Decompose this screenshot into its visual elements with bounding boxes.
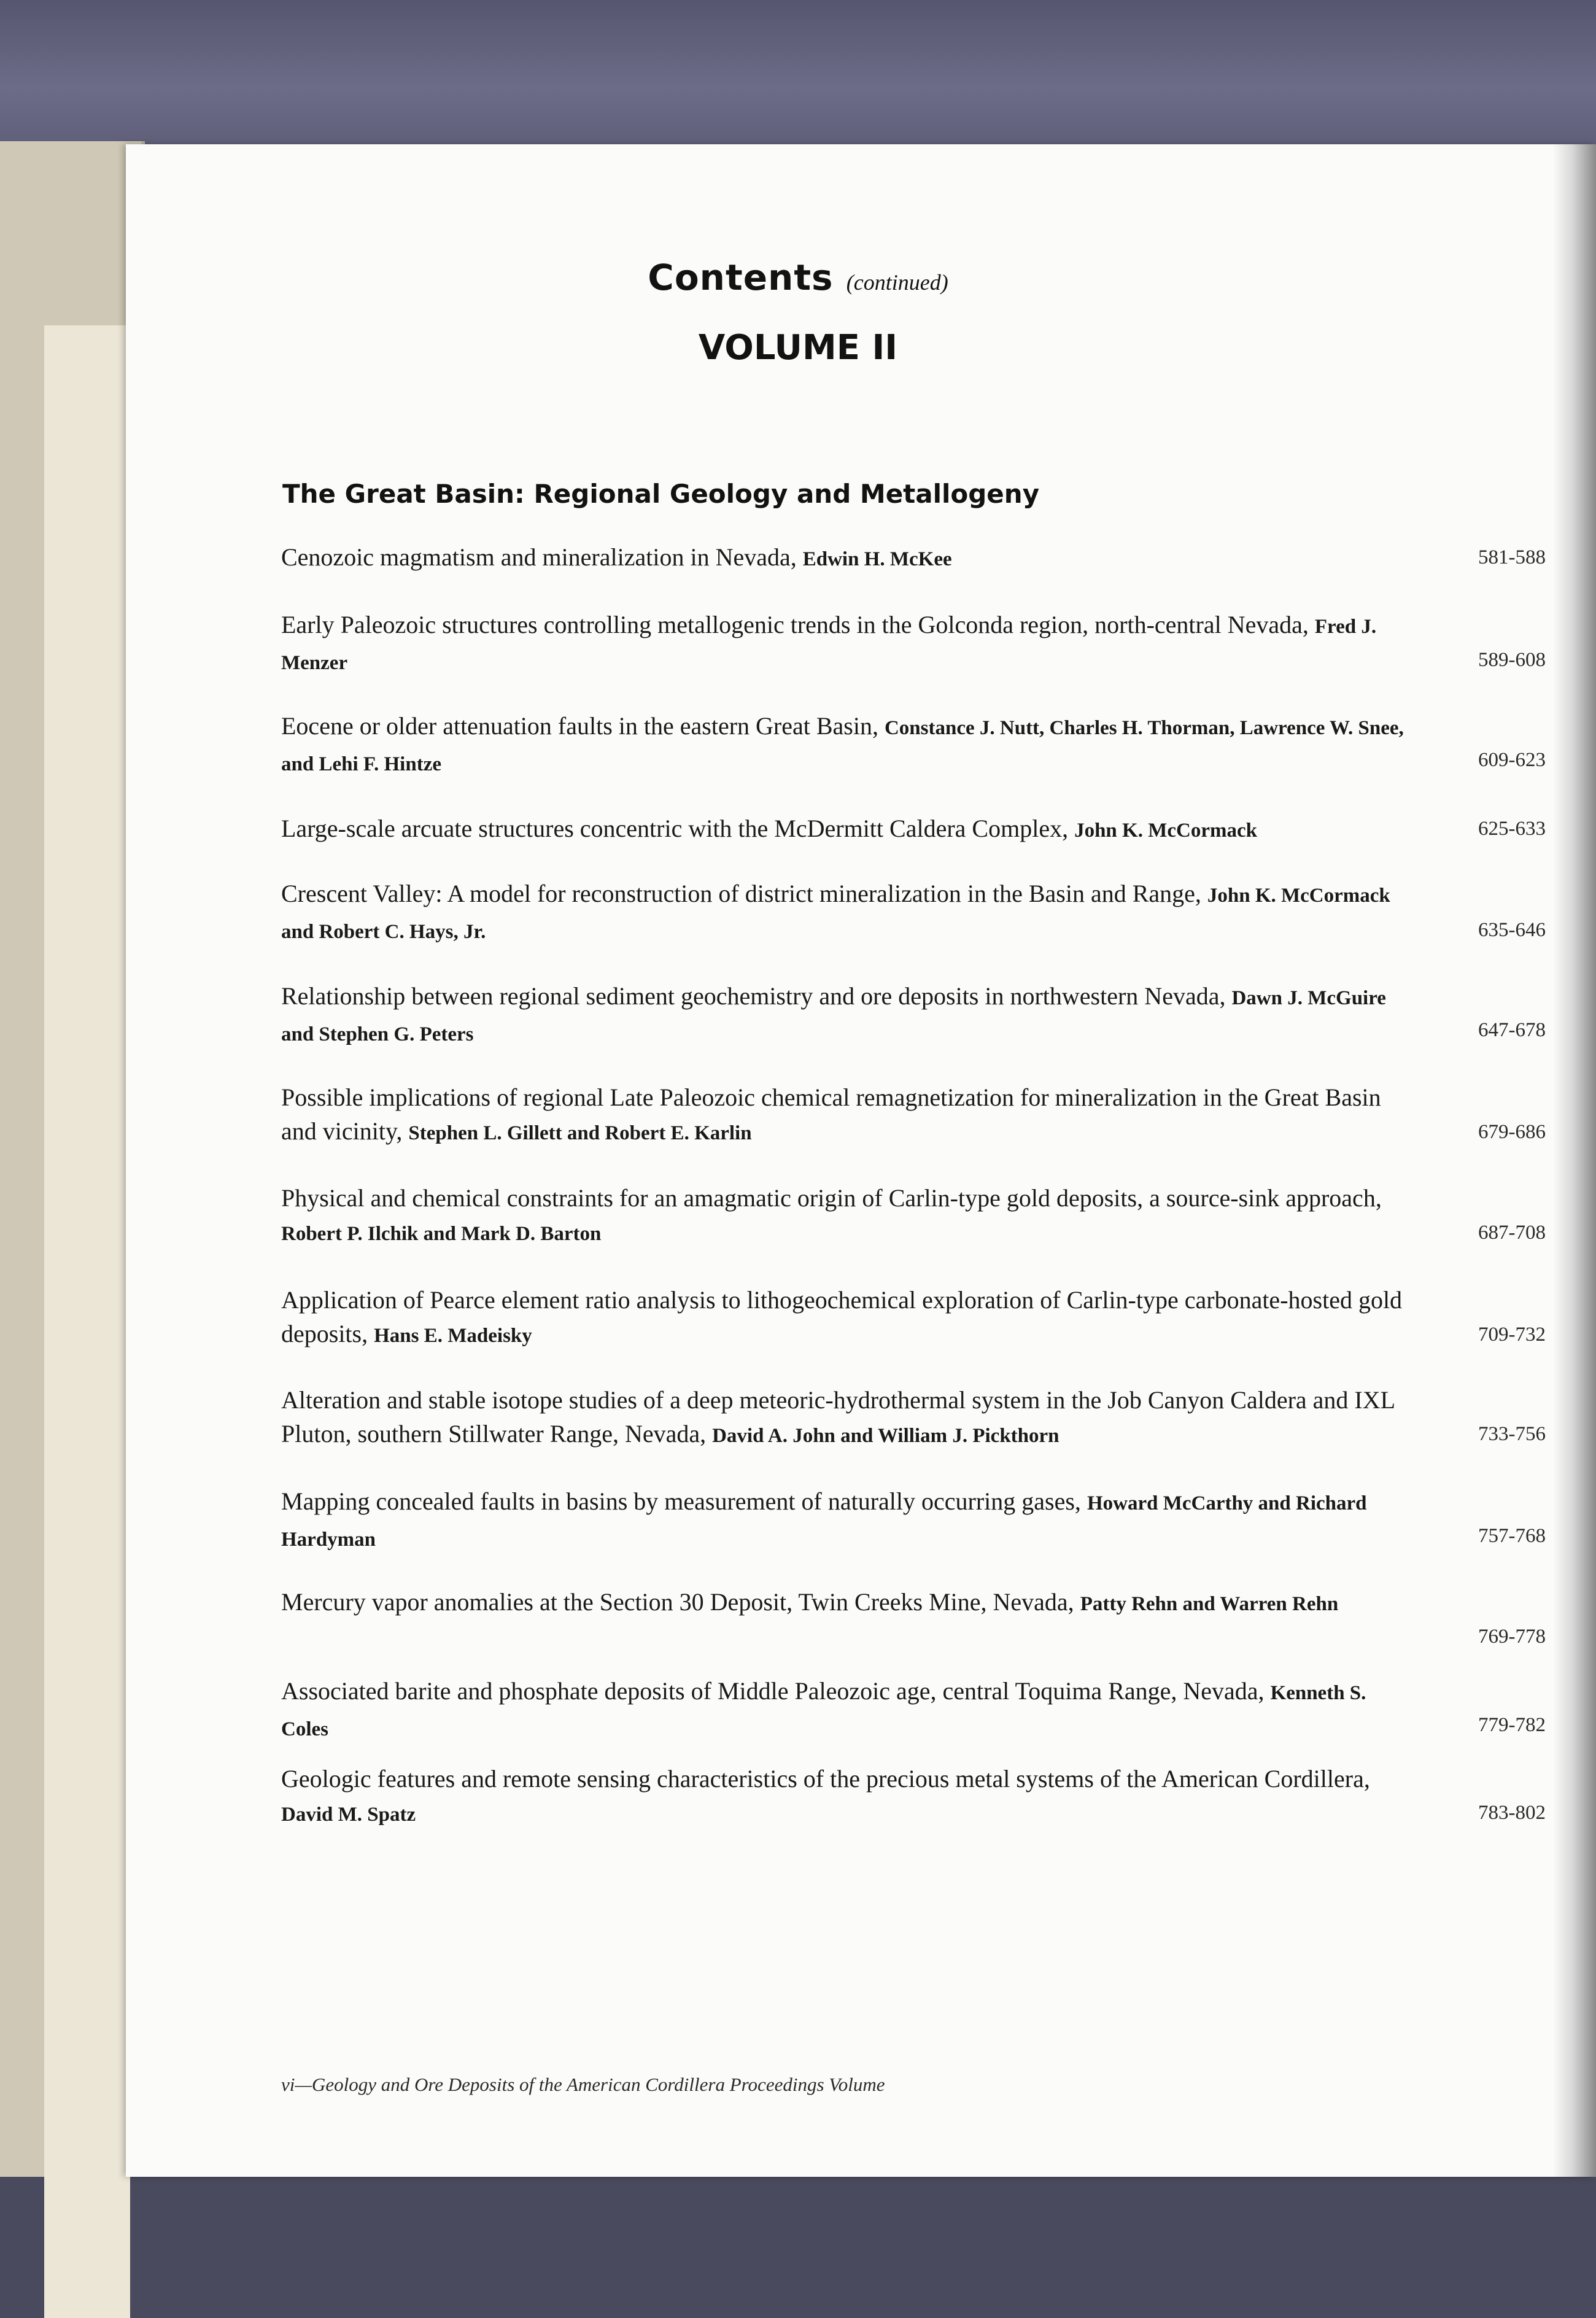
entry-authors: Patty Rehn and Warren Rehn (1080, 1593, 1339, 1615)
entry-authors: Constance J. Nutt, Charles H. Thorman, Lawrence W. Snee, and Lehi F. Hintze (281, 717, 1404, 775)
entry-title: Cenozoic magmatism and mineralization in Nevada, (281, 543, 797, 571)
entry-pages: 625-633 (1478, 818, 1546, 840)
entry-text (281, 1585, 1404, 1621)
toc-entry (281, 709, 1404, 781)
toc-entry (281, 1181, 1404, 1251)
entry-pages: 679-686 (1478, 1121, 1546, 1143)
entry-text (281, 1383, 1404, 1453)
book-binding (0, 141, 145, 2177)
entry-text (281, 1181, 1404, 1251)
entry-text (281, 1762, 1404, 1832)
entry-text (281, 1484, 1404, 1557)
volume-title: VOLUME II (698, 328, 898, 368)
entry-text (281, 877, 1404, 949)
scanner-background (0, 0, 1596, 147)
entry-authors: Hans E. Madeisky (374, 1325, 532, 1347)
entry-title: Possible implications of regional Late Paleozoic chemical remagnetization for mineralization in the Great Basin and vicinity, (281, 1083, 1381, 1145)
entry-text (281, 709, 1404, 781)
entry-title: Large-scale arcuate structures concentric with the McDermitt Caldera Complex, (281, 815, 1069, 842)
entry-authors: Dawn J. McGuire and Stephen G. Peters (281, 987, 1386, 1045)
entry-title: Mapping concealed faults in basins by measurement of naturally occurring gases, (281, 1487, 1081, 1515)
entry-title: Early Paleozoic structures controlling metallogenic trends in the Golconda region, north-central Nevada, (281, 611, 1309, 638)
entry-authors: Edwin H. McKee (802, 548, 952, 570)
entry-text (281, 1674, 1404, 1746)
entry-authors: John K. McCormack and Robert C. Hays, Jr. (281, 885, 1390, 943)
entry-pages: 589-608 (1478, 649, 1546, 671)
entry-authors: David M. Spatz (281, 1804, 416, 1826)
entry-text (281, 812, 1404, 848)
entry-pages: 757-768 (1478, 1525, 1546, 1547)
page-sheet (126, 144, 1596, 2177)
entry-text (281, 608, 1404, 680)
entry-pages: 635-646 (1478, 919, 1546, 941)
toc-entry (281, 877, 1404, 949)
entry-title: Crescent Valley: A model for reconstruction of district mineralization in the Basin and Range, (281, 880, 1201, 907)
toc-entry (281, 1484, 1404, 1557)
entry-title: Alteration and stable isotope studies of a deep meteoric-hydrothermal system in the Job Canyon Caldera and IXL Pluton, southern Stillwater Range, Nevada, (281, 1386, 1395, 1448)
section-heading: The Great Basin: Regional Geology and Metallogeny (282, 479, 1040, 509)
toc-entry (281, 979, 1404, 1052)
toc-entry (281, 1585, 1404, 1621)
entry-authors: Howard McCarthy and Richard Hardyman (281, 1492, 1367, 1551)
entry-pages: 709-732 (1478, 1324, 1546, 1346)
entry-authors: Stephen L. Gillett and Robert E. Karlin (408, 1122, 752, 1144)
entry-title: Mercury vapor anomalies at the Section 30 Deposit, Twin Creeks Mine, Nevada, (281, 1588, 1074, 1616)
entry-authors: Fred J. Menzer (281, 616, 1377, 674)
continued-label: (continued) (846, 270, 948, 295)
page-footer: vi—Geology and Ore Deposits of the American Cordillera Proceedings Volume (281, 2074, 885, 2095)
entry-authors: John K. McCormack (1074, 820, 1257, 842)
toc-entry (281, 1383, 1404, 1453)
entry-title: Physical and chemical constraints for an amagmatic origin of Carlin-type gold deposits, a source-sink approach, (281, 1184, 1382, 1212)
entry-title: Application of Pearce element ratio analysis to lithogeochemical exploration of Carlin-type carbonate-hosted gold deposits, (281, 1286, 1403, 1347)
entry-pages: 769-778 (1478, 1626, 1546, 1648)
entry-text (281, 1080, 1404, 1150)
entry-pages: 581-588 (1478, 546, 1546, 568)
entry-pages: 783-802 (1478, 1802, 1546, 1824)
entry-title: Eocene or older attenuation faults in the eastern Great Basin, (281, 712, 878, 740)
toc-entry (281, 1674, 1404, 1746)
entry-title: Associated barite and phosphate deposits of Middle Paleozoic age, central Toquima Range, Nevada, (281, 1677, 1265, 1705)
toc-entry (281, 1762, 1404, 1832)
entry-text (281, 979, 1404, 1052)
toc-entry (281, 1283, 1404, 1353)
toc-entry (281, 812, 1404, 848)
entry-title: Geologic features and remote sensing characteristics of the precious metal systems of the American Cordillera, (281, 1765, 1370, 1793)
entry-pages: 779-782 (1478, 1714, 1546, 1736)
contents-label: Contents (648, 257, 834, 298)
entry-pages: 647-678 (1478, 1019, 1546, 1041)
entry-pages: 687-708 (1478, 1222, 1546, 1244)
contents-title (0, 257, 1596, 298)
entry-authors: Robert P. Ilchik and Mark D. Barton (281, 1223, 602, 1245)
entry-pages: 733-756 (1478, 1423, 1546, 1445)
toc-entry (281, 608, 1404, 680)
entry-title: Relationship between regional sediment geochemistry and ore deposits in northwestern Nevada, (281, 982, 1226, 1010)
toc-entry (281, 1080, 1404, 1150)
entry-pages: 609-623 (1478, 749, 1546, 771)
entry-authors: Kenneth S. Coles (281, 1682, 1366, 1740)
entry-text (281, 540, 1404, 576)
binding-inner-edge (44, 325, 130, 2318)
toc-entry (281, 540, 1404, 576)
entry-text (281, 1283, 1404, 1353)
page-gutter-shadow (1553, 144, 1596, 2177)
entry-authors: David A. John and William J. Pickthorn (712, 1425, 1059, 1447)
